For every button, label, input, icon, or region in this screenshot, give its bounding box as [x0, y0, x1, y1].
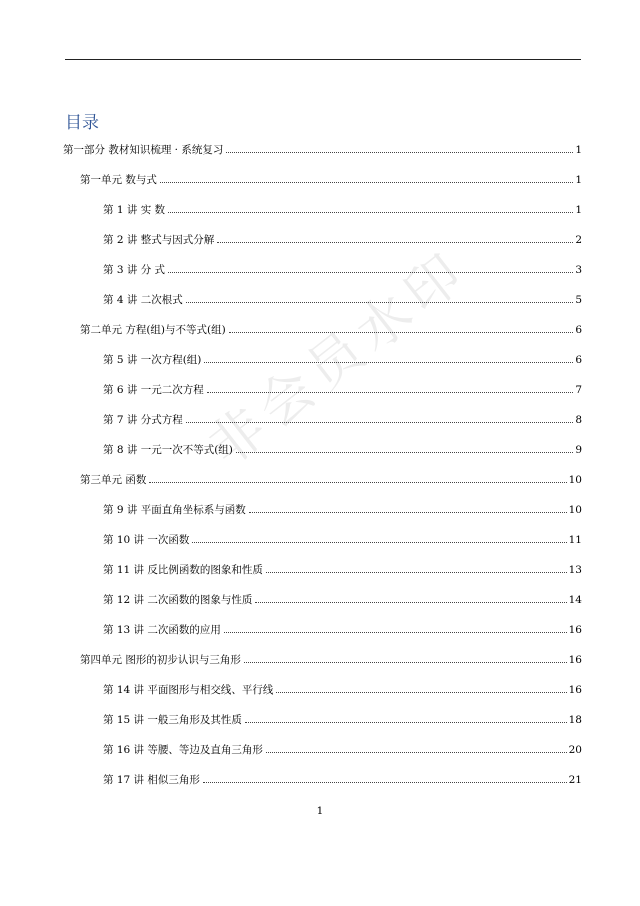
toc-entry[interactable] [103, 740, 582, 756]
toc-entry-page: 8 [575, 414, 582, 426]
toc-entry-page: 9 [575, 444, 582, 456]
toc-entry[interactable] [103, 560, 582, 576]
toc-entry-page: 7 [575, 384, 582, 396]
toc-entry-label: 第 6 讲 一元二次方程 [103, 384, 204, 396]
toc-entry[interactable] [103, 680, 582, 696]
toc-entry-label: 第 1 讲 实 数 [103, 204, 166, 216]
toc-leader-dots [149, 482, 566, 483]
toc-entry-page: 1 [575, 204, 582, 216]
toc-entry[interactable] [103, 350, 582, 366]
toc-leader-dots [226, 152, 573, 153]
toc-entry-label: 第 17 讲 相似三角形 [103, 774, 200, 786]
toc-leader-dots [244, 662, 567, 663]
toc-leader-dots [266, 752, 567, 753]
toc-entry-label: 第 10 讲 一次函数 [103, 534, 190, 546]
toc-entry[interactable] [103, 290, 582, 306]
toc-entry-page: 18 [568, 714, 582, 726]
toc-entry-page: 2 [575, 234, 582, 246]
toc-leader-dots [236, 452, 573, 453]
toc-entry[interactable] [103, 770, 582, 786]
toc-entry-label: 第 11 讲 反比例函数的图象和性质 [103, 564, 263, 576]
toc-leader-dots [203, 782, 567, 783]
toc-entry-page: 1 [575, 144, 582, 156]
toc-title: 目录 [65, 113, 99, 133]
toc-entry[interactable] [103, 200, 582, 216]
toc-entry-page: 6 [575, 354, 582, 366]
toc-entry-page: 6 [575, 324, 582, 336]
toc-entry-label: 第 8 讲 一元一次不等式(组) [103, 444, 233, 456]
toc-entry-label: 第 12 讲 二次函数的图象与性质 [103, 594, 253, 606]
toc-entry-label: 第 3 讲 分 式 [103, 264, 166, 276]
toc-entry-page: 21 [568, 774, 582, 786]
toc-leader-dots [245, 722, 567, 723]
toc-entry-label: 第 16 讲 等腰、等边及直角三角形 [103, 744, 263, 756]
toc-entry-label: 第二单元 方程(组)与不等式(组) [80, 324, 226, 336]
toc-entry[interactable] [103, 500, 582, 516]
toc-leader-dots [217, 242, 573, 243]
toc-entry-label: 第 13 讲 二次函数的应用 [103, 624, 221, 636]
toc-entry-page: 11 [568, 534, 582, 546]
toc-entry-page: 20 [568, 744, 582, 756]
toc-entry[interactable] [103, 710, 582, 726]
toc-entry-label: 第四单元 图形的初步认识与三角形 [80, 654, 241, 666]
toc-leader-dots [255, 602, 566, 603]
toc-entry-page: 1 [575, 174, 582, 186]
toc-leader-dots [207, 392, 574, 393]
toc-entry-page: 14 [568, 594, 582, 606]
toc-entry-page: 5 [575, 294, 582, 306]
toc-entry-label: 第 4 讲 二次根式 [103, 294, 183, 306]
toc-leader-dots [186, 422, 574, 423]
watermark: 非会员水印 [196, 237, 480, 479]
toc-entry-label: 第一单元 数与式 [80, 174, 157, 186]
page-number: 1 [316, 805, 324, 817]
toc-entry[interactable] [103, 380, 582, 396]
toc-leader-dots [168, 212, 573, 213]
toc-entry-label: 第 7 讲 分式方程 [103, 414, 183, 426]
toc-entry-page: 16 [568, 654, 582, 666]
toc-leader-dots [186, 302, 574, 303]
toc-entry-label: 第三单元 函数 [80, 474, 147, 486]
toc-entry-page: 16 [568, 624, 582, 636]
toc-entry[interactable] [103, 260, 582, 276]
toc-leader-dots [229, 332, 574, 333]
toc-entry-page: 10 [568, 504, 582, 516]
toc-leader-dots [204, 362, 573, 363]
toc-leader-dots [276, 692, 566, 693]
toc-entry-label: 第一部分 教材知识梳理 · 系统复习 [63, 144, 224, 156]
toc-entry-label: 第 2 讲 整式与因式分解 [103, 234, 215, 246]
toc-entry-label: 第 9 讲 平面直角坐标系与函数 [103, 504, 246, 516]
toc-entry-page: 3 [575, 264, 582, 276]
toc-entry[interactable] [103, 410, 582, 426]
toc-entry-label: 第 15 讲 一般三角形及其性质 [103, 714, 242, 726]
toc-leader-dots [168, 272, 573, 273]
toc-entry[interactable] [103, 620, 582, 636]
toc-leader-dots [249, 512, 567, 513]
toc-entry[interactable] [80, 650, 582, 666]
toc-entry[interactable] [80, 320, 582, 336]
toc-entry-label: 第 14 讲 平面图形与相交线、平行线 [103, 684, 274, 696]
toc-entry-page: 16 [568, 684, 582, 696]
toc-entry[interactable] [103, 590, 582, 606]
toc-entry-page: 10 [568, 474, 582, 486]
toc-entry[interactable] [103, 530, 582, 546]
toc-entry-page: 13 [568, 564, 582, 576]
toc-entry[interactable] [80, 170, 582, 186]
toc-entry[interactable] [80, 470, 582, 486]
toc-leader-dots [160, 182, 573, 183]
toc-entry[interactable] [103, 440, 582, 456]
toc-leader-dots [224, 632, 567, 633]
toc-leader-dots [192, 542, 566, 543]
toc-entry[interactable] [63, 140, 582, 156]
toc-entry-label: 第 5 讲 一次方程(组) [103, 354, 202, 366]
toc-entry[interactable] [103, 230, 582, 246]
toc-leader-dots [266, 572, 567, 573]
